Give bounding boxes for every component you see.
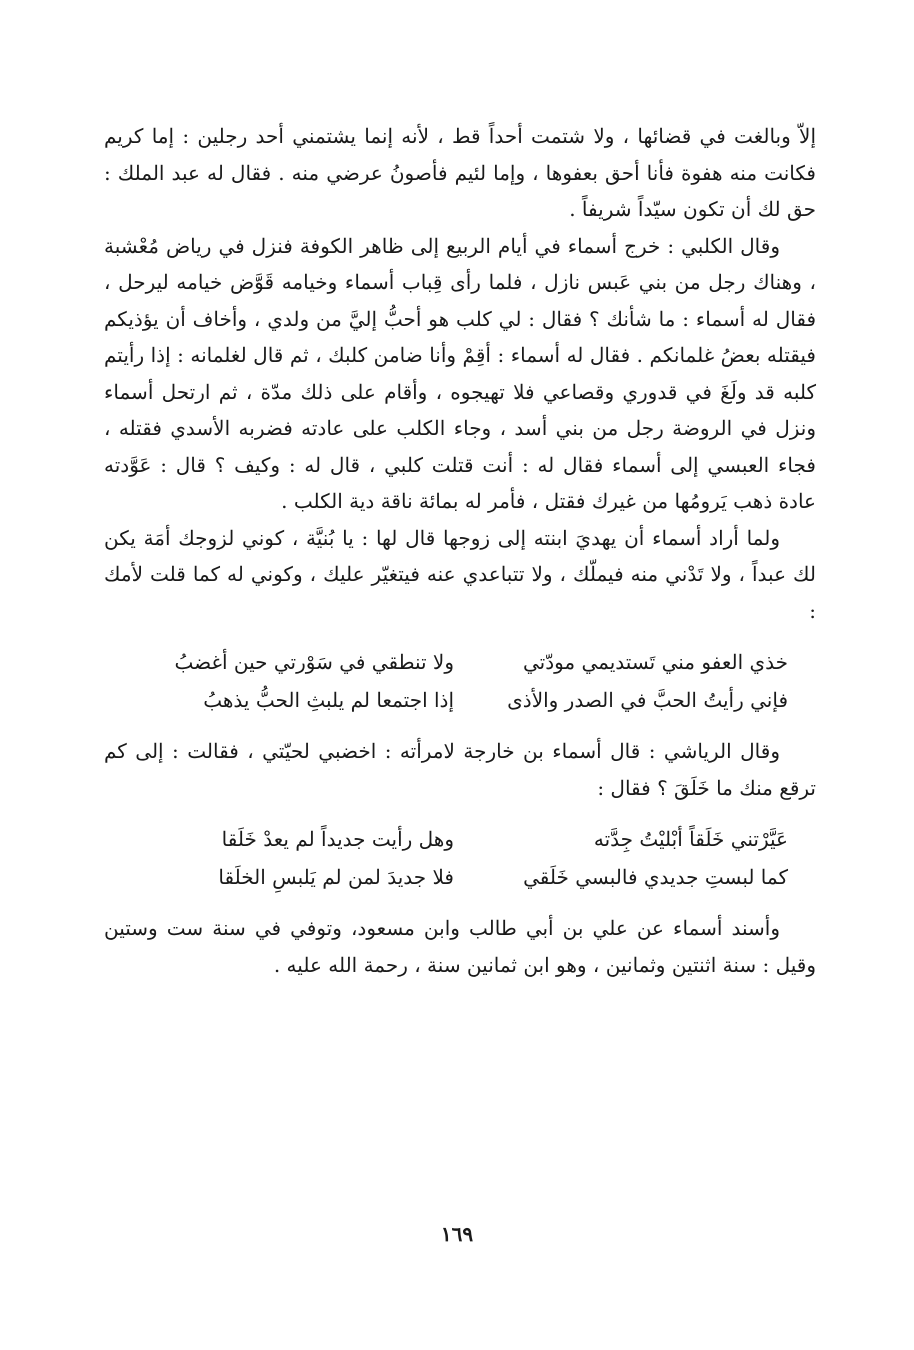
verse-3-second-half: وهل رأيت جديداً لم يعدْ خَلَقا xyxy=(221,827,454,851)
paragraph-1: إلاّ وبالغت في قضائها ، ولا شتمت أحداً قط ، لأنه إنما يشتمني أحد رجلين : إما كريم فكانت منه هفوة فأنا أحق بعفوها ، وإما لئيم فأصونُ عرضي منه . فقال له عبد الملك : حق لك أن تكون سيّداً شريفاً . xyxy=(104,124,817,221)
verse-1-first-half: خذي العفو مني تَستديمي مودّتي xyxy=(522,650,788,674)
paragraph-2: وقال الكلبي : خرج أسماء في أيام الربيع إلى ظاهر الكوفة فنزل في رياض مُعْشبة ، وهناك رجل من بني عَبس نازل ، فلما رأى قِباب أسماء وخيامه قَوَّض خيامه ليرحل ، فقال له أسماء : ما شأنك ؟ فقال : لي كلب هو أحبُّ إليَّ من ولدي ، وأخاف أن يؤذيكم فيقتله بعضُ غلمانكم . فقال له أسماء : أقِمْ وأنا ضامن كلبك ، ثم قال لغلمانه : إذا رأيتم كلبه قد ولَغَ في قدوري وقصاعي فلا تهيجوه ، وأقام على ذلك مدّة ، ثم ارتحل أسماء ونزل في الروضة رجل من بني أسد ، وجاء الكلب على عادته فضربه الأسدي فقتله ، فجاء العبسي إلى أسماء فقال له : أنت قتلت كلبي ، قال له : وكيف ؟ قال : عَوَّدته عادة ذهب يَرومُها من غيرك فقتل ، فأمر له بمائة ناقة دية الكلب . xyxy=(104,233,816,513)
poem-1 xyxy=(104,643,816,719)
verse-2-first-half: فإني رأيتُ الحبَّ في الصدر والأذى xyxy=(507,688,788,712)
verse-4 xyxy=(104,858,816,896)
verse-3-first-half: عَيَّرْتني خَلَقاً أبْليْتُ جِدَّته xyxy=(593,827,788,851)
verse-2-second-half: إذا اجتمعا لم يلبثِ الحبُّ يذهبُ xyxy=(203,688,454,712)
verse-4-second-half: فلا جديدَ لمن لم يَلبسِ الخلَقا xyxy=(218,865,454,889)
poem-2 xyxy=(104,820,816,896)
paragraph-3: ولما أراد أسماء أن يهديَ ابنته إلى زوجها قال لها : يا بُنيَّة ، كوني لزوجك أمَة يكن لك عبداً ، ولا تَدْني منه فيملّك ، ولا تتباعدي عنه فيتغيّر عليك ، وكوني له كما قلت لأمك : xyxy=(104,525,816,623)
verse-1-second-half: ولا تنطقي في سَوْرتي حين أغضبُ xyxy=(174,650,454,674)
paragraph-4: وقال الرياشي : قال أسماء بن خارجة لامرأته : اخضبي لحيّتي ، فقالت : إلى كم ترقع منك ما خَلَقَ ؟ فقال : xyxy=(104,739,816,800)
verse-2 xyxy=(104,681,816,719)
verse-3 xyxy=(104,820,816,858)
verse-4-first-half: كما لبستِ جديدي فالبسي خَلَقي xyxy=(523,865,788,889)
verse-1 xyxy=(104,643,816,681)
main-text xyxy=(104,118,816,983)
paragraph-5: وأسند أسماء عن علي بن أبي طالب وابن مسعود، وتوفي في سنة ست وستين وقيل : سنة اثنتين وثمانين ، وهو ابن ثمانين سنة ، رحمة الله عليه . xyxy=(104,916,816,977)
page-number: ١٦٩ xyxy=(440,1222,474,1246)
